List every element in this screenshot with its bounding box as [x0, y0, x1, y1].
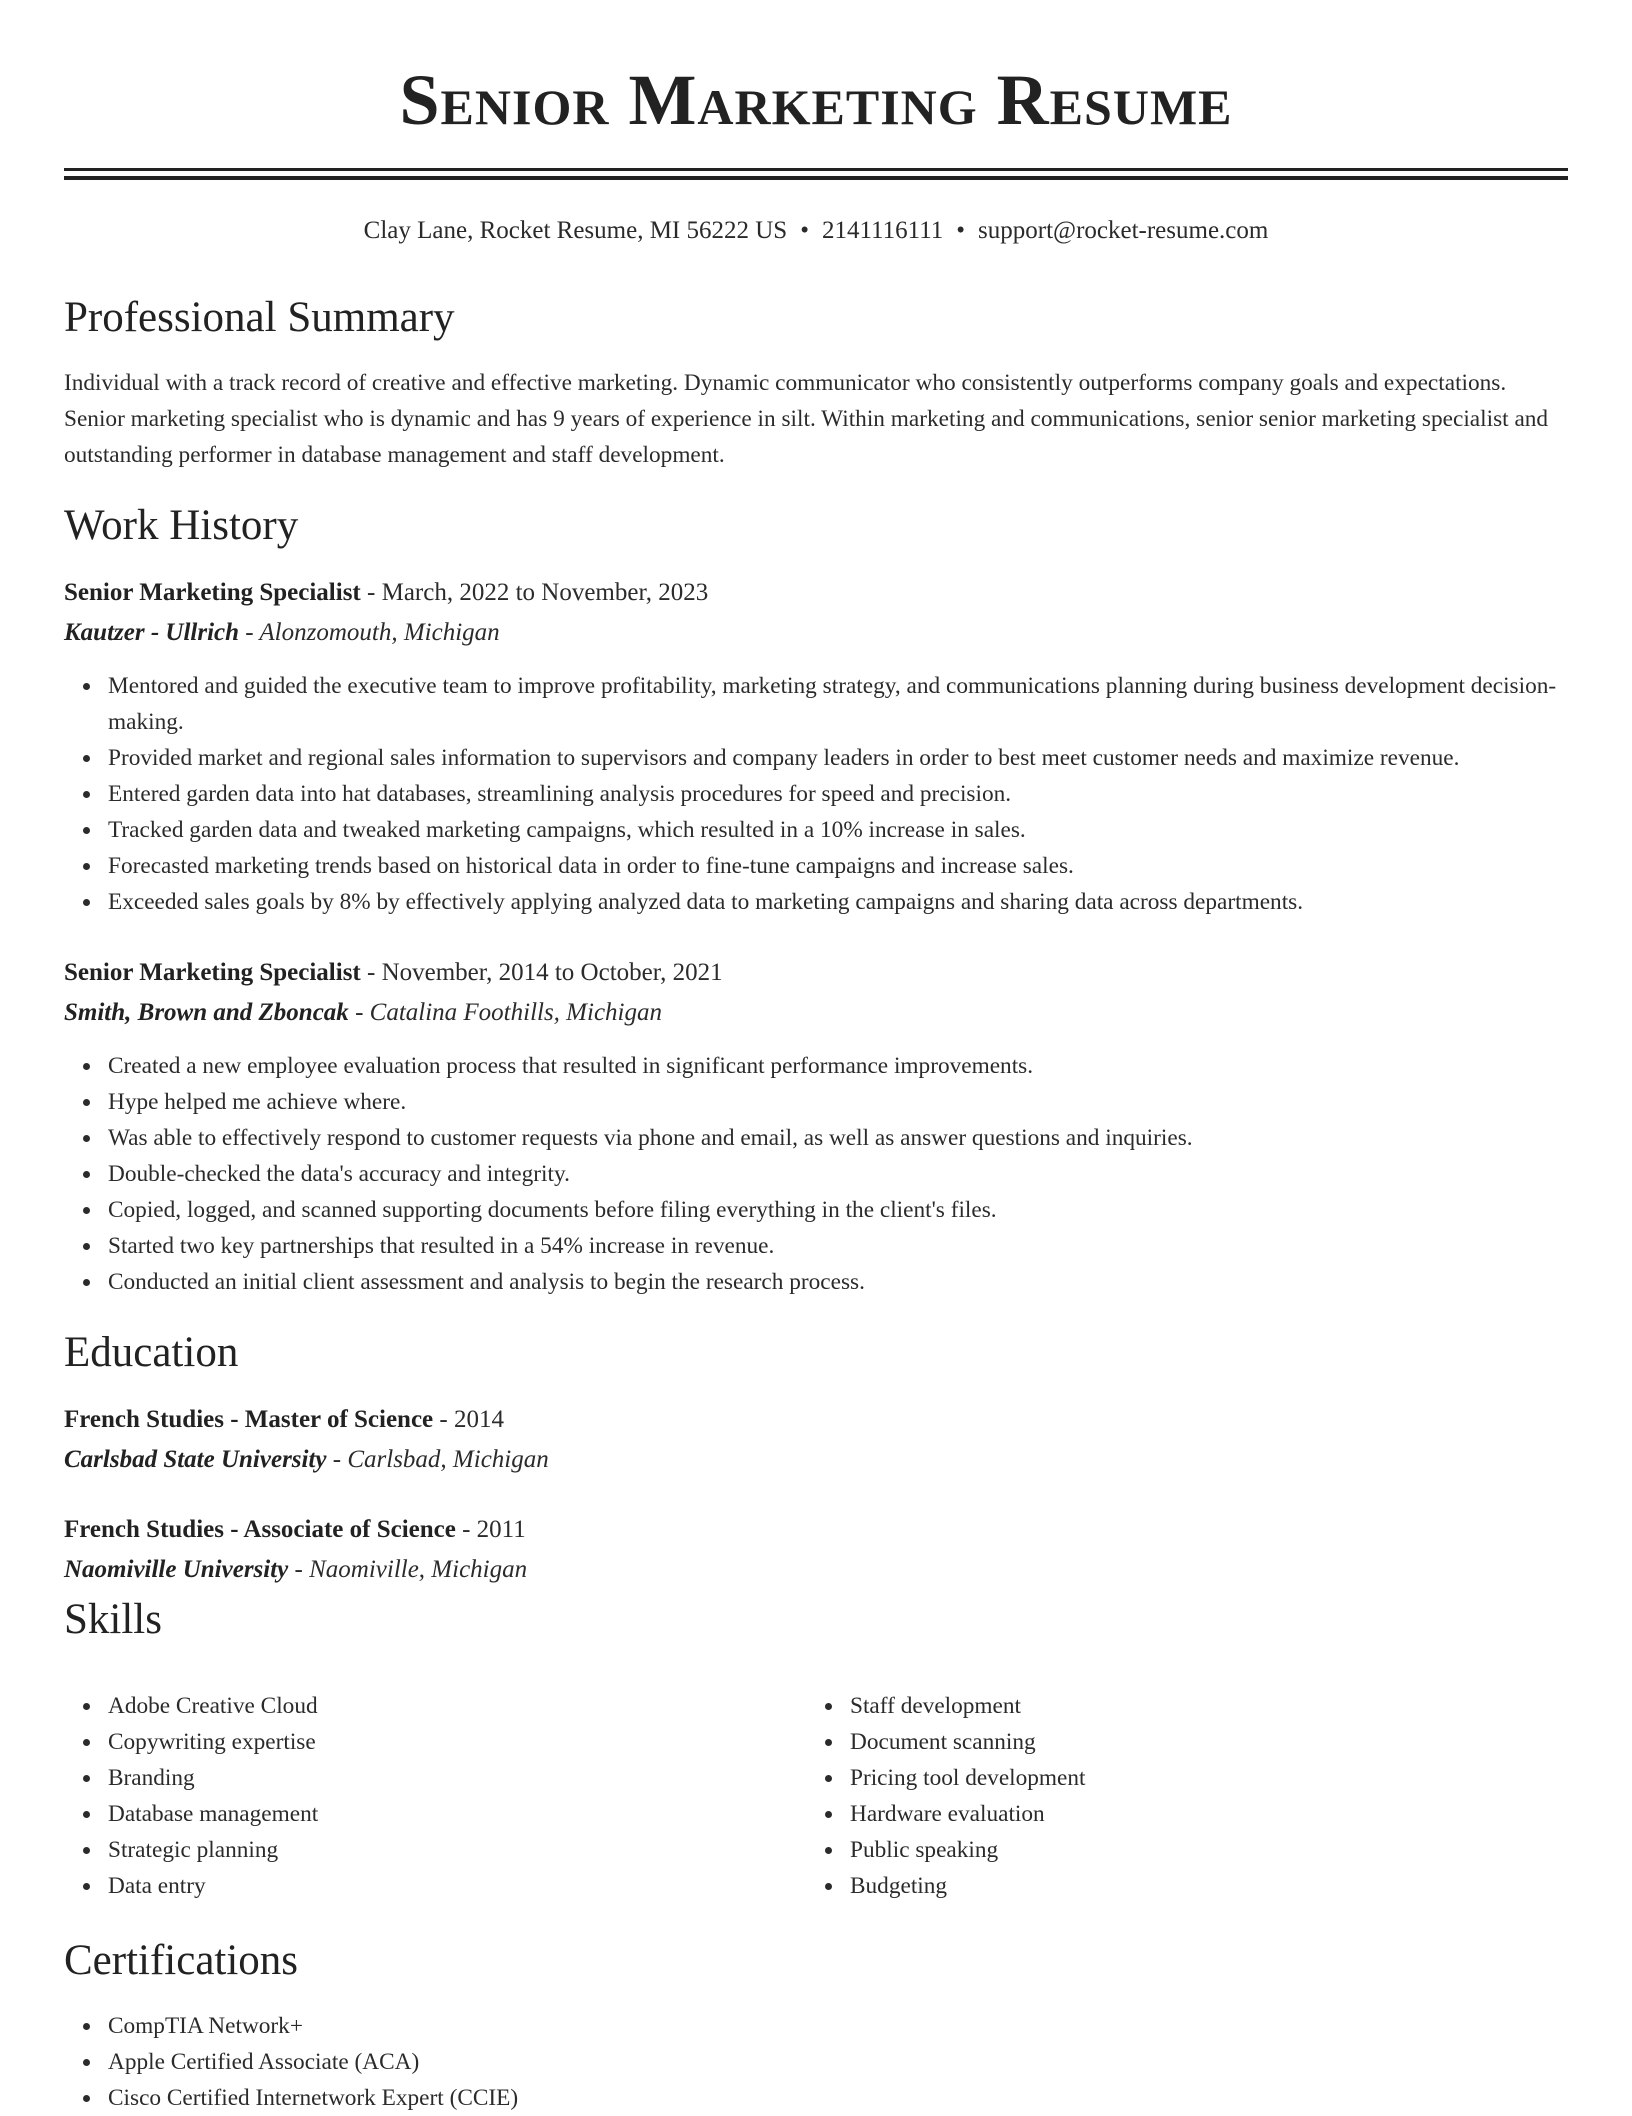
certification-item: Apple Certified Associate (ACA) — [108, 2044, 1612, 2080]
job-dates: - November, 2014 to October, 2021 — [360, 959, 723, 986]
school-name: Naomiville University — [64, 1556, 289, 1583]
job-title-line — [64, 953, 1568, 993]
work-history-heading: Work History — [64, 502, 299, 549]
list-item: Provided market and regional sales information to supervisors and company leaders in order to best meet customer needs and maximize revenue. — [108, 740, 1612, 776]
skill-item: Pricing tool development — [850, 1760, 1590, 1796]
resume-title: Senior Marketing Resume — [399, 60, 1233, 140]
school-location: - Naomiville, Michigan — [288, 1556, 528, 1583]
school-line — [64, 1440, 1568, 1480]
skill-item: Staff development — [850, 1688, 1590, 1724]
skill-item: Strategic planning — [108, 1832, 848, 1868]
contact-email: support@rocket-resume.com — [978, 217, 1269, 244]
job-location: - Catalina Foothills, Michigan — [348, 999, 662, 1026]
contact-address: Clay Lane, Rocket Resume, MI 56222 US — [363, 217, 788, 244]
skills-list-right — [806, 1688, 1590, 1904]
job-role: Senior Marketing Specialist — [64, 579, 361, 606]
degree-year: - 2011 — [455, 1516, 526, 1543]
degree-name: French Studies - Master of Science — [64, 1406, 434, 1433]
job-role: Senior Marketing Specialist — [64, 959, 361, 986]
job-employer: Kautzer - Ullrich — [64, 619, 240, 646]
certification-item: Cisco Certified Internetwork Expert (CCIE) — [108, 2080, 1612, 2116]
title-rule-top — [64, 168, 1568, 171]
skill-item: Adobe Creative Cloud — [108, 1688, 848, 1724]
skill-item: Branding — [108, 1760, 848, 1796]
summary-heading: Professional Summary — [64, 294, 455, 341]
skill-item: Budgeting — [850, 1868, 1590, 1904]
list-item: Entered garden data into hat databases, streamlining analysis procedures for speed and precision. — [108, 776, 1612, 812]
skill-item: Copywriting expertise — [108, 1724, 848, 1760]
list-item: Mentored and guided the executive team to improve profitability, marketing strategy, and communications planning during business development decision-making. — [108, 668, 1612, 740]
list-item: Copied, logged, and scanned supporting documents before filing everything in the client's files. — [108, 1192, 1612, 1228]
contact-phone: 2141116111 — [821, 217, 944, 244]
list-item: Hype helped me achieve where. — [108, 1084, 1612, 1120]
skill-item: Document scanning — [850, 1724, 1590, 1760]
education-heading: Education — [64, 1329, 239, 1376]
degree-name: French Studies - Associate of Science — [64, 1516, 456, 1543]
summary-text: Individual with a track record of creative and effective marketing. Dynamic communicator who consistently outperforms company goals and expectations. Senior marketing specialist who is dynamic and has 9 years of experience in silt. Within marketing and communications, senior senior marketing specialist and outstanding performer in database management and staff development. — [64, 370, 1549, 468]
list-item: Exceeded sales goals by 8% by effectively applying analyzed data to marketing campaigns and sharing data across departments. — [108, 884, 1612, 920]
list-item: Double-checked the data's accuracy and integrity. — [108, 1156, 1612, 1192]
job-employer-line — [64, 613, 1568, 653]
skill-item: Database management — [108, 1796, 848, 1832]
degree-year: - 2014 — [433, 1406, 504, 1433]
certification-item: CompTIA Network+ — [108, 2008, 1612, 2044]
school-line — [64, 1550, 1568, 1590]
list-item: Started two key partnerships that resulted in a 54% increase in revenue. — [108, 1228, 1612, 1264]
title-rule-bottom — [64, 176, 1568, 180]
certifications-heading: Certifications — [64, 1937, 299, 1984]
contact-line — [64, 215, 1568, 247]
contact-separator: • — [800, 217, 809, 244]
job-dates: - March, 2022 to November, 2023 — [360, 579, 709, 606]
degree-line — [64, 1400, 1568, 1440]
skill-item: Hardware evaluation — [850, 1796, 1590, 1832]
skill-item: Data entry — [108, 1868, 848, 1904]
degree-line — [64, 1510, 1568, 1550]
skills-heading: Skills — [64, 1596, 162, 1643]
job-employer: Smith, Brown and Zboncak — [64, 999, 349, 1026]
job-title-line — [64, 573, 1568, 613]
certifications-list — [64, 2008, 1612, 2116]
list-item: Forecasted marketing trends based on historical data in order to fine-tune campaigns and increase sales. — [108, 848, 1612, 884]
job-bullet-list — [64, 668, 1612, 920]
list-item: Was able to effectively respond to customer requests via phone and email, as well as answer questions and inquiries. — [108, 1120, 1612, 1156]
school-location: - Carlsbad, Michigan — [326, 1446, 549, 1473]
job-employer-line — [64, 993, 1568, 1033]
school-name: Carlsbad State University — [64, 1446, 327, 1473]
job-location: - Alonzomouth, Michigan — [239, 619, 500, 646]
list-item: Created a new employee evaluation process that resulted in significant performance improvements. — [108, 1048, 1612, 1084]
skills-list-left — [64, 1688, 848, 1904]
skill-item: Public speaking — [850, 1832, 1590, 1868]
list-item: Tracked garden data and tweaked marketing campaigns, which resulted in a 10% increase in sales. — [108, 812, 1612, 848]
job-bullet-list — [64, 1048, 1612, 1300]
contact-separator: • — [956, 217, 966, 244]
list-item: Conducted an initial client assessment and analysis to begin the research process. — [108, 1264, 1612, 1300]
